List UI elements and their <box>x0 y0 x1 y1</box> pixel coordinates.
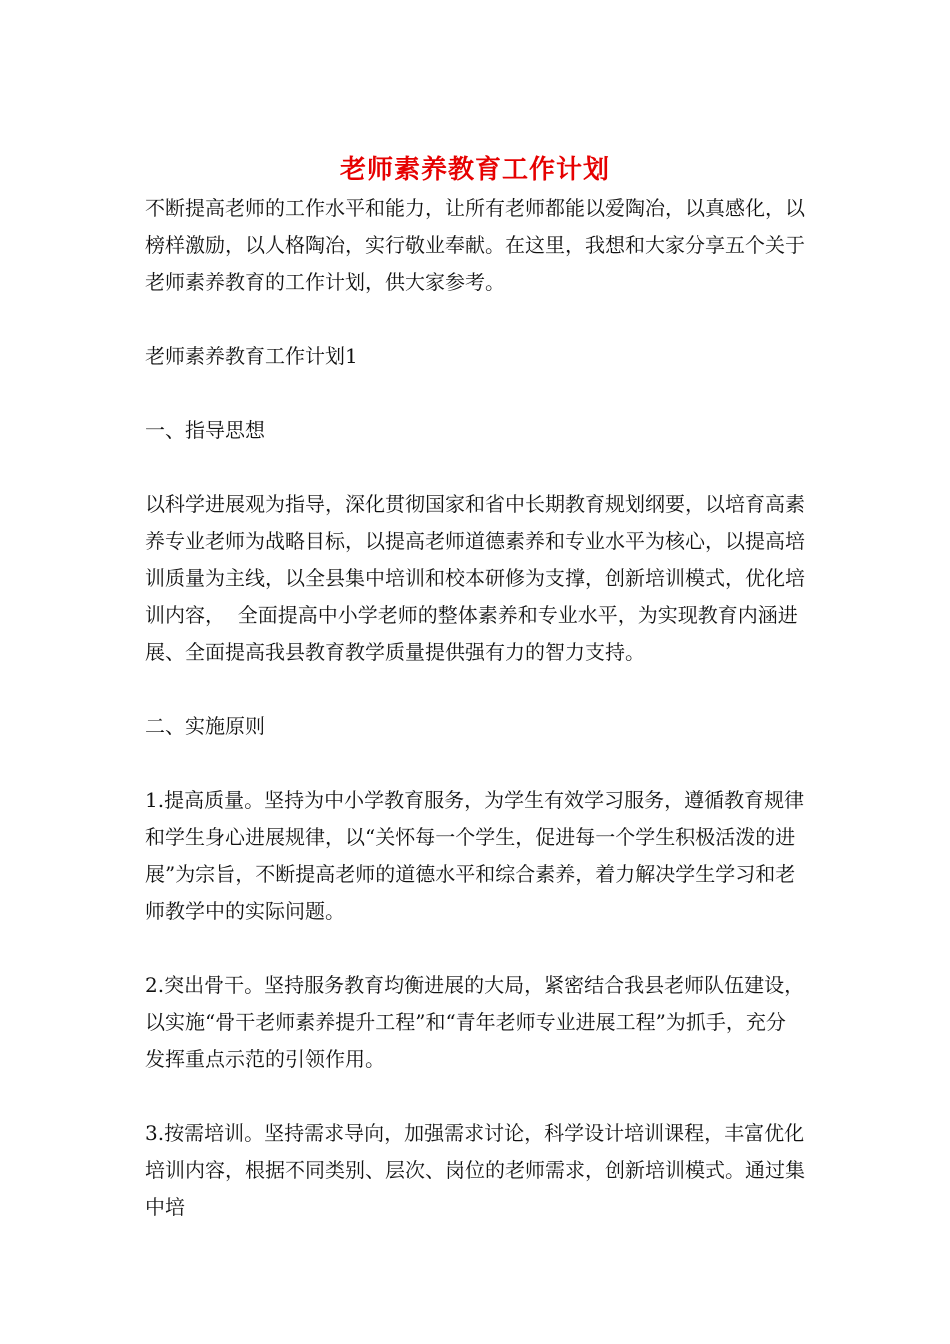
body-paragraph: 2.突出骨干。坚持服务教育均衡进展的大局，紧密结合我县老师队伍建设，以实施“骨干老师素养提升工程”和“青年老师专业进展工程”为抓手，充分发挥重点示范的引领作用。 <box>145 973 805 1071</box>
paragraph-spacer <box>145 301 805 338</box>
section-heading: 一、指导思想 <box>145 418 265 442</box>
paragraph-spacer <box>145 930 805 967</box>
body-paragraph: 1.提高质量。坚持为中小学教育服务，为学生有效学习服务，遵循教育规律和学生身心进展规律，以“关怀每一个学生，促进每一个学生积极活泼的进展”为宗旨，不断提高老师的道德水平和综合素养，着力解决学生学习和老师教学中的实际问题。 <box>145 788 805 923</box>
paragraph-spacer <box>145 1078 805 1115</box>
intro-paragraph: 不断提高老师的工作水平和能力，让所有老师都能以爱陶冶，以真感化，以榜样激励，以人格陶冶，实行敬业奉献。在这里，我想和大家分享五个关于老师素养教育的工作计划，供大家参考。 <box>145 196 805 294</box>
body-paragraph: 以科学进展观为指导，深化贯彻国家和省中长期教育规划纲要，以培育高素养专业老师为战略目标，以提高老师道德素养和专业水平为核心，以提高培训质量为主线，以全县集中培训和校本研修为支撑，创新培训模式，优化培训内容， 全面提高中小学老师的整体素养和专业水平，为实现教育内涵进展、全面提高我县教育教学质量提供强有力的智力支持。 <box>145 492 805 664</box>
body-paragraph: 3.按需培训。坚持需求导向，加强需求讨论，科学设计培训课程，丰富优化培训内容，根据不同类别、层次、岗位的老师需求，创新培训模式。通过集中培 <box>145 1121 805 1219</box>
paragraph-spacer <box>145 375 805 412</box>
paragraph-spacer <box>145 671 805 708</box>
document-body <box>145 190 805 1226</box>
section-heading: 老师素养教育工作计划1 <box>145 344 358 368</box>
document-title: 老师素养教育工作计划 <box>339 155 610 185</box>
paragraph-spacer <box>145 745 805 782</box>
section-heading: 二、实施原则 <box>145 714 265 738</box>
paragraph-spacer <box>145 449 805 486</box>
